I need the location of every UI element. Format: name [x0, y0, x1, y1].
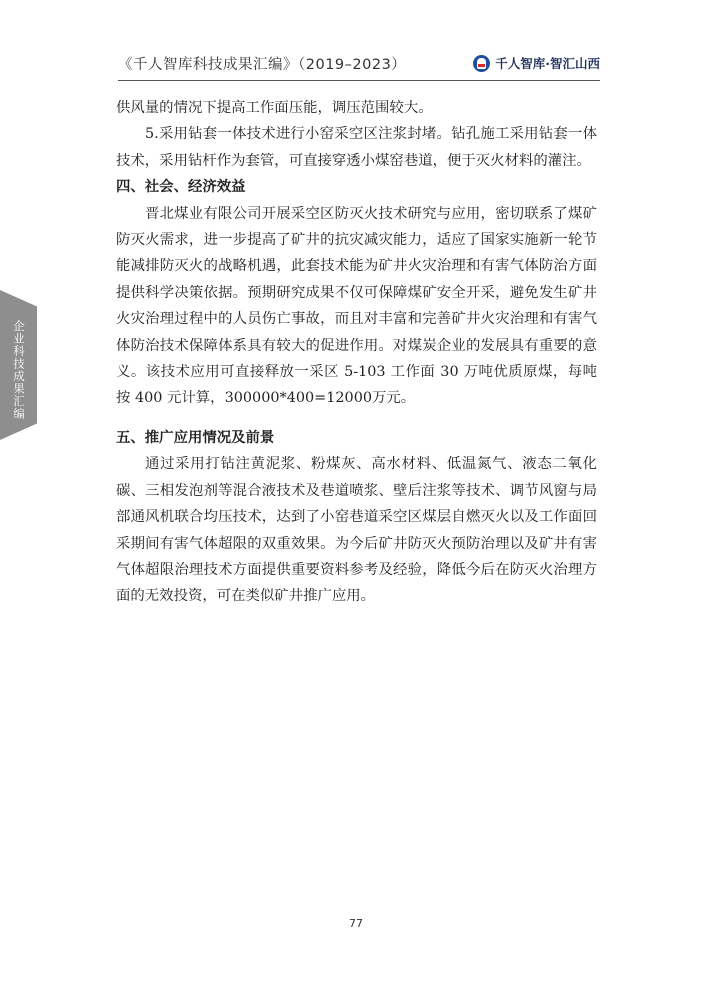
header-divider	[118, 80, 600, 81]
publication-title: 《千人智库科技成果汇编》（2019–2023）	[118, 56, 407, 73]
item-5-paragraph: 5.采用钻套一体技术进行小窑采空区注浆封堵。钻孔施工采用钻套一体技术，采用钻杆作为套管，可直接穿透小煤窑巷道，便于灭火材料的灌注。	[116, 126, 597, 169]
running-header	[118, 50, 600, 76]
section-4-paragraph: 晋北煤业有限公司开展采空区防灭火技术研究与应用，密切联系了煤矿防灭火需求，进一步提高了矿井的抗灾减灾能力，适应了国家实施新一轮节能减排防灭火的战略机遇，此套技术能为矿井火灾治理和有害气体防治方面提供科学决策依据。预期研究成果不仅可保障煤矿安全开采，避免发生矿井火灾治理过程中的人员伤亡事故，而且对丰富和完善矿井火灾治理和有害气体防治技术保障体系具有较大的促进作用。对煤炭企业的发展具有重要的意义。该技术应用可直接释放一采区 5-103 工作面 30 万吨优质原煤，每吨按 400 元计算，300000*400=12000万元。	[116, 205, 597, 407]
continuation-paragraph: 供风量的情况下提高工作面压能，调压范围较大。	[116, 100, 433, 116]
brand	[473, 54, 600, 72]
section-5-heading: 五、推广应用情况及前景	[116, 429, 275, 446]
section-5-paragraph: 通过采用打钻注黄泥浆、粉煤灰、高水材料、低温氮气、液态二氧化碳、三相发泡剂等混合液技术及巷道喷浆、壁后注浆等技术、调节风窗与局部通风机联合均压技术，达到了小窑巷道采空区煤层自燃灭火以及工作面回采期间有害气体超限的双重效果。为今后矿井防灭火预防治理以及矿井有害气体超限治理技术方面提供重要资料参考及经验，降低今后在防灭火治理方面的无效投资，可在类似矿井推广应用。	[116, 456, 597, 605]
brand-name: 千人智库·智汇山西	[495, 56, 600, 71]
qianren-zhiku-logo-icon	[473, 55, 490, 72]
page-number: 77	[349, 917, 363, 930]
section-4-heading: 四、社会、经济效益	[116, 179, 246, 196]
page-body	[116, 95, 597, 610]
side-tab-label: 企业科技成果汇编	[12, 320, 26, 420]
